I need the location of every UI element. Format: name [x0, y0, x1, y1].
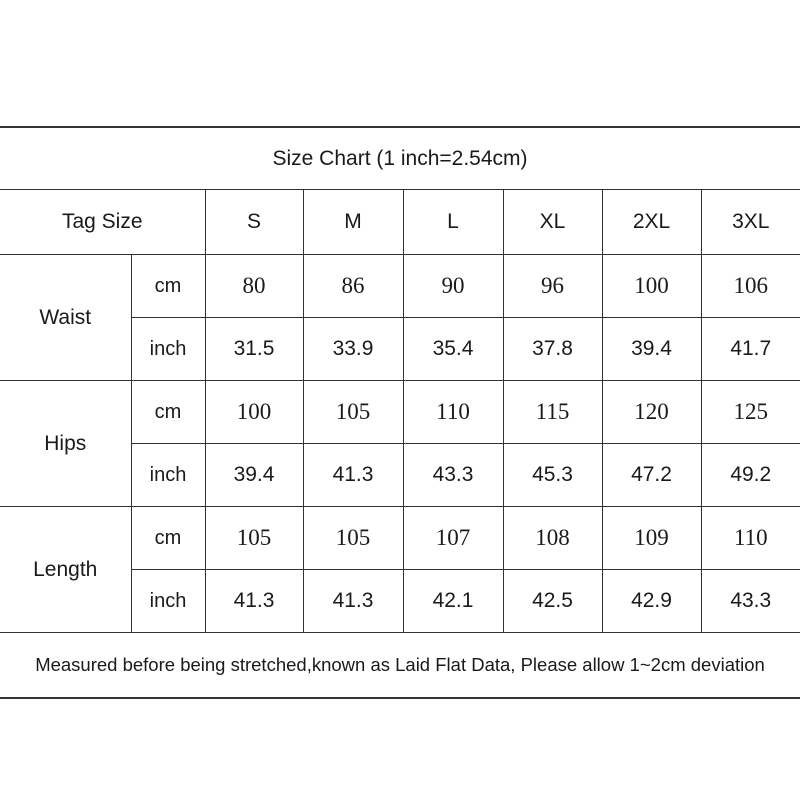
- table-cell: 49.2: [701, 444, 800, 507]
- table-cell: 109: [602, 507, 701, 570]
- table-cell: 108: [503, 507, 602, 570]
- unit-inch: inch: [131, 444, 205, 507]
- size-header-row: [0, 190, 800, 255]
- table-cell: 37.8: [503, 318, 602, 381]
- size-header: 2XL: [602, 190, 701, 255]
- size-header: M: [303, 190, 403, 255]
- table-cell: 107: [403, 507, 503, 570]
- table-cell: 100: [205, 381, 303, 444]
- table-cell: 105: [205, 507, 303, 570]
- table-cell: 33.9: [303, 318, 403, 381]
- table-cell: 96: [503, 255, 602, 318]
- tag-size-label: Tag Size: [0, 190, 205, 255]
- size-chart-table: [0, 126, 800, 699]
- table-cell: 45.3: [503, 444, 602, 507]
- measurement-note: Measured before being stretched,known as Laid Flat Data, Please allow 1~2cm deviation: [0, 633, 800, 699]
- table-cell: 41.3: [205, 570, 303, 633]
- table-cell: 115: [503, 381, 602, 444]
- table-cell: 39.4: [205, 444, 303, 507]
- table-cell: 42.1: [403, 570, 503, 633]
- table-cell: 90: [403, 255, 503, 318]
- unit-inch: inch: [131, 318, 205, 381]
- table-cell: 105: [303, 507, 403, 570]
- table-cell: 39.4: [602, 318, 701, 381]
- unit-cm: cm: [131, 255, 205, 318]
- table-cell: 120: [602, 381, 701, 444]
- size-chart: [0, 126, 800, 699]
- table-cell: 86: [303, 255, 403, 318]
- unit-cm: cm: [131, 381, 205, 444]
- unit-inch: inch: [131, 570, 205, 633]
- table-cell: 43.3: [701, 570, 800, 633]
- size-header: XL: [503, 190, 602, 255]
- length-cm-row: [0, 507, 800, 570]
- table-cell: 41.3: [303, 444, 403, 507]
- hips-label: Hips: [0, 381, 131, 507]
- table-cell: 42.5: [503, 570, 602, 633]
- table-cell: 47.2: [602, 444, 701, 507]
- hips-cm-row: [0, 381, 800, 444]
- waist-label: Waist: [0, 255, 131, 381]
- table-cell: 100: [602, 255, 701, 318]
- table-cell: 80: [205, 255, 303, 318]
- chart-title: Size Chart (1 inch=2.54cm): [0, 127, 800, 190]
- size-header: 3XL: [701, 190, 800, 255]
- size-header: L: [403, 190, 503, 255]
- table-cell: 41.7: [701, 318, 800, 381]
- table-cell: 42.9: [602, 570, 701, 633]
- table-cell: 110: [403, 381, 503, 444]
- length-label: Length: [0, 507, 131, 633]
- table-cell: 125: [701, 381, 800, 444]
- unit-cm: cm: [131, 507, 205, 570]
- table-cell: 31.5: [205, 318, 303, 381]
- table-cell: 110: [701, 507, 800, 570]
- table-cell: 43.3: [403, 444, 503, 507]
- table-cell: 106: [701, 255, 800, 318]
- table-cell: 105: [303, 381, 403, 444]
- table-cell: 35.4: [403, 318, 503, 381]
- size-header: S: [205, 190, 303, 255]
- table-cell: 41.3: [303, 570, 403, 633]
- waist-cm-row: [0, 255, 800, 318]
